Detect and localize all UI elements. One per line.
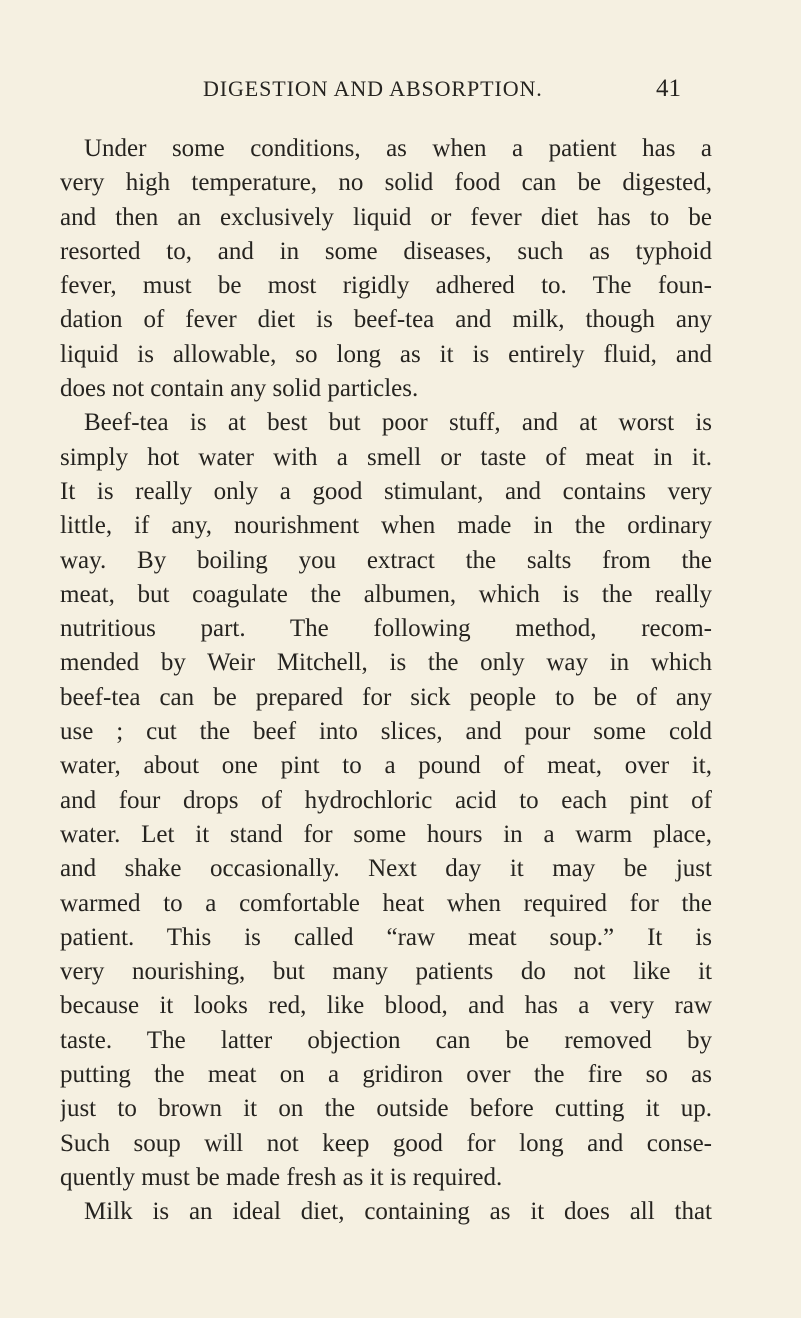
text-line: Such soup will not keep good for long and conse- bbox=[60, 1129, 712, 1157]
text-line: use ; cut the beef into slices, and pour some cold bbox=[60, 718, 712, 746]
running-title: DIGESTION AND ABSORPTION. bbox=[203, 76, 543, 101]
text-line: does not contain any solid particles. bbox=[60, 375, 419, 403]
text-line: mended by Weir Mitchell, is the only way in which bbox=[60, 649, 712, 677]
text-line: liquid is allowable, so long as it is entirely fluid, and bbox=[60, 340, 712, 368]
running-head bbox=[0, 76, 801, 110]
text-line: water. Let it stand for some hours in a warm place, bbox=[60, 820, 712, 848]
text-line: and shake occasionally. Next day it may be just bbox=[60, 855, 712, 883]
text-line: and four drops of hydrochloric acid to each pint of bbox=[60, 786, 712, 814]
text-line: Under some conditions, as when a patient has a bbox=[84, 135, 712, 162]
text-line: Milk is an ideal diet, containing as it does all that bbox=[84, 1198, 712, 1226]
text-line: dation of fever diet is beef-tea and milk, though any bbox=[60, 306, 712, 334]
page-number: 41 bbox=[656, 75, 681, 102]
text-line: little, if any, nourishment when made in the ordinary bbox=[60, 512, 712, 540]
text-line: warmed to a comfortable heat when required for the bbox=[60, 889, 712, 917]
text-line: meat, but coagulate the albumen, which is the really bbox=[60, 580, 712, 608]
text-line: resorted to, and in some diseases, such as typhoid bbox=[60, 237, 712, 265]
text-line: nutritious part. The following method, recom- bbox=[60, 615, 712, 643]
text-line: water, about one pint to a pound of meat, over it, bbox=[60, 752, 712, 780]
text-line: because it looks red, like blood, and has a very raw bbox=[60, 992, 712, 1020]
text-line: It is really only a good stimulant, and contains very bbox=[60, 477, 712, 505]
text-line: beef-tea can be prepared for sick people to be of any bbox=[60, 683, 712, 711]
text-line: simply hot water with a smell or taste of meat in it. bbox=[60, 443, 712, 471]
text-line: patient. This is called “raw meat soup.” It is bbox=[60, 923, 712, 951]
text-line: quently must be made fresh as it is required. bbox=[60, 1163, 503, 1191]
text-line: just to brown it on the outside before cutting it up. bbox=[60, 1095, 712, 1123]
text-line: way. By boiling you extract the salts from the bbox=[60, 546, 712, 574]
body-text bbox=[60, 132, 712, 1230]
text-line: Beef-tea is at best but poor stuff, and at worst is bbox=[84, 409, 712, 437]
text-line: taste. The latter objection can be removed by bbox=[60, 1026, 712, 1054]
text-line: very nourishing, but many patients do not like it bbox=[60, 958, 712, 986]
text-line: putting the meat on a gridiron over the fire so as bbox=[60, 1061, 712, 1089]
text-line: very high temperature, no solid food can be digested, bbox=[60, 169, 712, 197]
text-line: and then an exclusively liquid or fever diet has to be bbox=[60, 203, 712, 231]
text-line: fever, must be most rigidly adhered to. The foun- bbox=[60, 272, 712, 300]
